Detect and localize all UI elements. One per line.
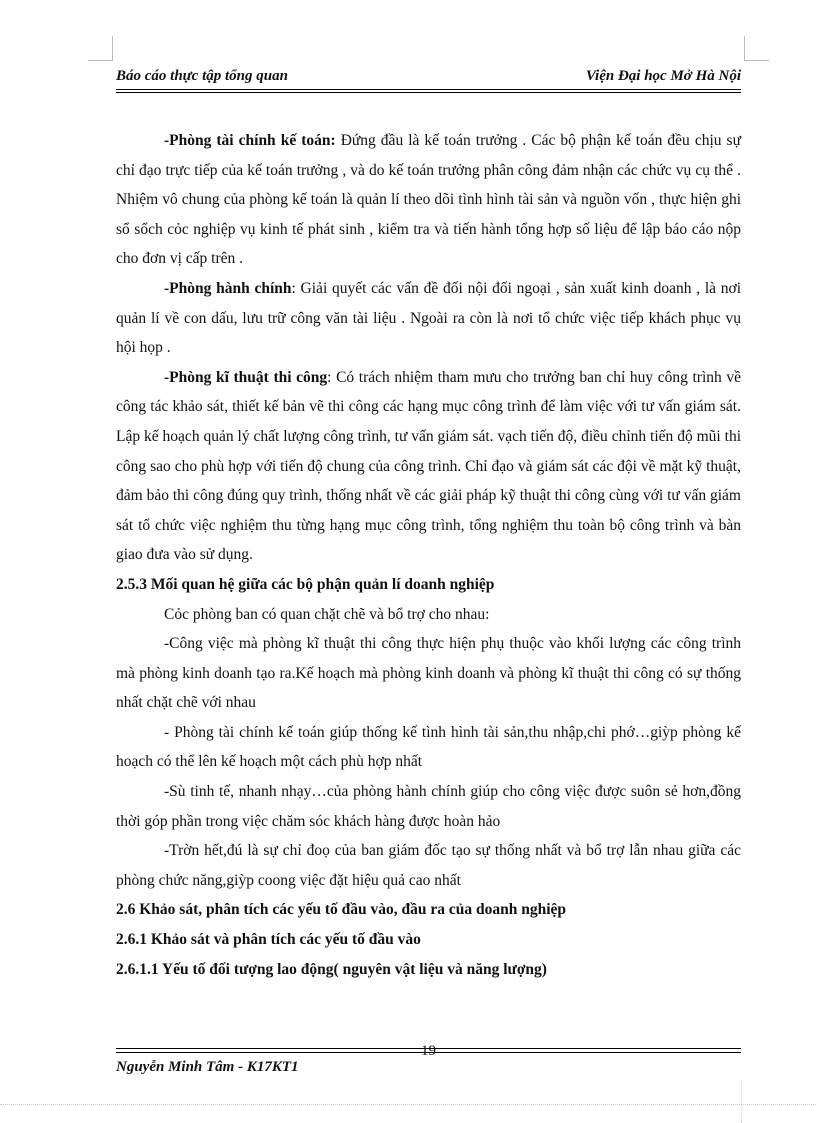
document-body (116, 126, 741, 984)
section-heading-2-5-3: 2.5.3 Mối quan hệ giữa các bộ phận quản lí doanh nghiệp (116, 575, 495, 593)
page-number: 19 (421, 1043, 436, 1059)
relations-intro: Cỏc phòng ban có quan chặt chẽ và bổ trợ cho nhau: (164, 605, 490, 623)
paragraph-text: : Có trách nhiệm tham mưu cho trưởng ban chỉ huy công trình về công tác khảo sát, thiết kế bản vẽ thi công các hạng mục công trình để làm việc với tư vấn giám sát. Lập kế hoạch quản lý chất lượng công trình, tư vấn giám sát. vạch tiến độ, điều chỉnh tiến độ mũi thi công sao cho phù hợp với tiến độ chung của công trình. Chỉ đạo và giám sát các đội về mặt kỹ thuật, đảm bảo thi công đúng quy trình, thống nhất về các giải pháp kỹ thuật thi công cùng với tư vấn giám sát tổ chức việc nghiệm thu từng hạng mục công trình, tổng nghiệm thu toàn bộ công trình và bàn giao đưa vào sử dụng. (116, 368, 741, 564)
page-footer (116, 1043, 741, 1079)
relations-item: -Công việc mà phòng kĩ thuật thi công thực hiện phụ thuộc vào khối lượng các công trình mà phòng kinh doanh tạo ra.Kế hoạch mà phòng kinh doanh và phòng kĩ thuật thi công có sự thống nhất chặt chẽ với nhau (116, 635, 741, 712)
page-boundary-line (0, 1104, 816, 1105)
section-heading-2-6: 2.6 Khảo sát, phân tích các yếu tố đầu vào, đầu ra của doanh nghiệp (116, 901, 567, 919)
paragraph-construction-technical (116, 363, 741, 570)
relations-item: - Phòng tài chính kế toán giúp thống kế tình hình tài sản,thu nhập,chi phớ…giỳp phòng kế hoạch có thể lên kế hoạch một cách phù hợp nhất (116, 723, 741, 771)
crop-mark-top-right (744, 36, 769, 61)
section-heading-2-6-1-1: 2.6.1.1 Yếu tố đối tượng lao động( nguyên vật liệu và năng lượng) (116, 960, 547, 978)
paragraph-lead: -Phòng hành chính (164, 279, 292, 297)
header-institution: Viện Đại học Mở Hà Nội (585, 68, 741, 84)
footer-author: Nguyễn Minh Tâm - K17KT1 (116, 1059, 299, 1075)
relations-item: -Trờn hết,đú là sự chỉ đoọ của ban giám đốc tạo sự thống nhất và bổ trợ lẫn nhau giữa các phòng chức năng,giỳp coong việc đặt hiệu quả cao nhất (116, 842, 741, 889)
paragraph-lead: -Phòng tài chính kế toán: (164, 132, 336, 149)
page-header (116, 68, 741, 90)
paragraph-administration (116, 274, 741, 363)
header-report-title: Báo cáo thực tập tổng quan (116, 68, 288, 84)
paragraph-text: : Giải quyết các vấn đề đối nội đối ngoại , sản xuất kinh doanh , là nơi quản lí về con dấu, lưu trữ công văn tài liệu . Ngoài ra còn là nơi tổ chức việc tiếp khách phục vụ hội họp . (116, 279, 742, 357)
paragraph-text: Đứng đầu là kế toán trưởng . Các bộ phận kế toán đều chịu sự chỉ đạo trực tiếp của kế toán trưởng , và do kế toán trưởng phân công đảm nhận các chức vụ cụ thể . Nhiệm vô chung của phòng kế toán là quản lí theo dõi tình hình tài sản và nguồn vốn , thực hiện ghi sổ sổch cỏc nghiệp vụ kinh tế phát sinh , kiểm tra và tiến hành tổng hợp số liệu để lập báo cáo nộp cho đơn vị cấp trên . (116, 132, 741, 268)
section-heading-2-6-1: 2.6.1 Khảo sát và phân tích các yếu tố đầu vào (116, 931, 421, 949)
crop-mark-top-left (88, 36, 113, 61)
relations-item: -Sù tinh tế, nhanh nhạy…của phòng hành chính giúp cho công việc được suôn sẻ hơn,đồng thời góp phần trong việc chăm sóc khách hàng được hoàn hảo (116, 783, 741, 830)
paragraph-finance-accounting (116, 126, 741, 274)
page-boundary-vertical (741, 1080, 742, 1123)
paragraph-lead: -Phòng kĩ thuật thi công (164, 368, 328, 386)
